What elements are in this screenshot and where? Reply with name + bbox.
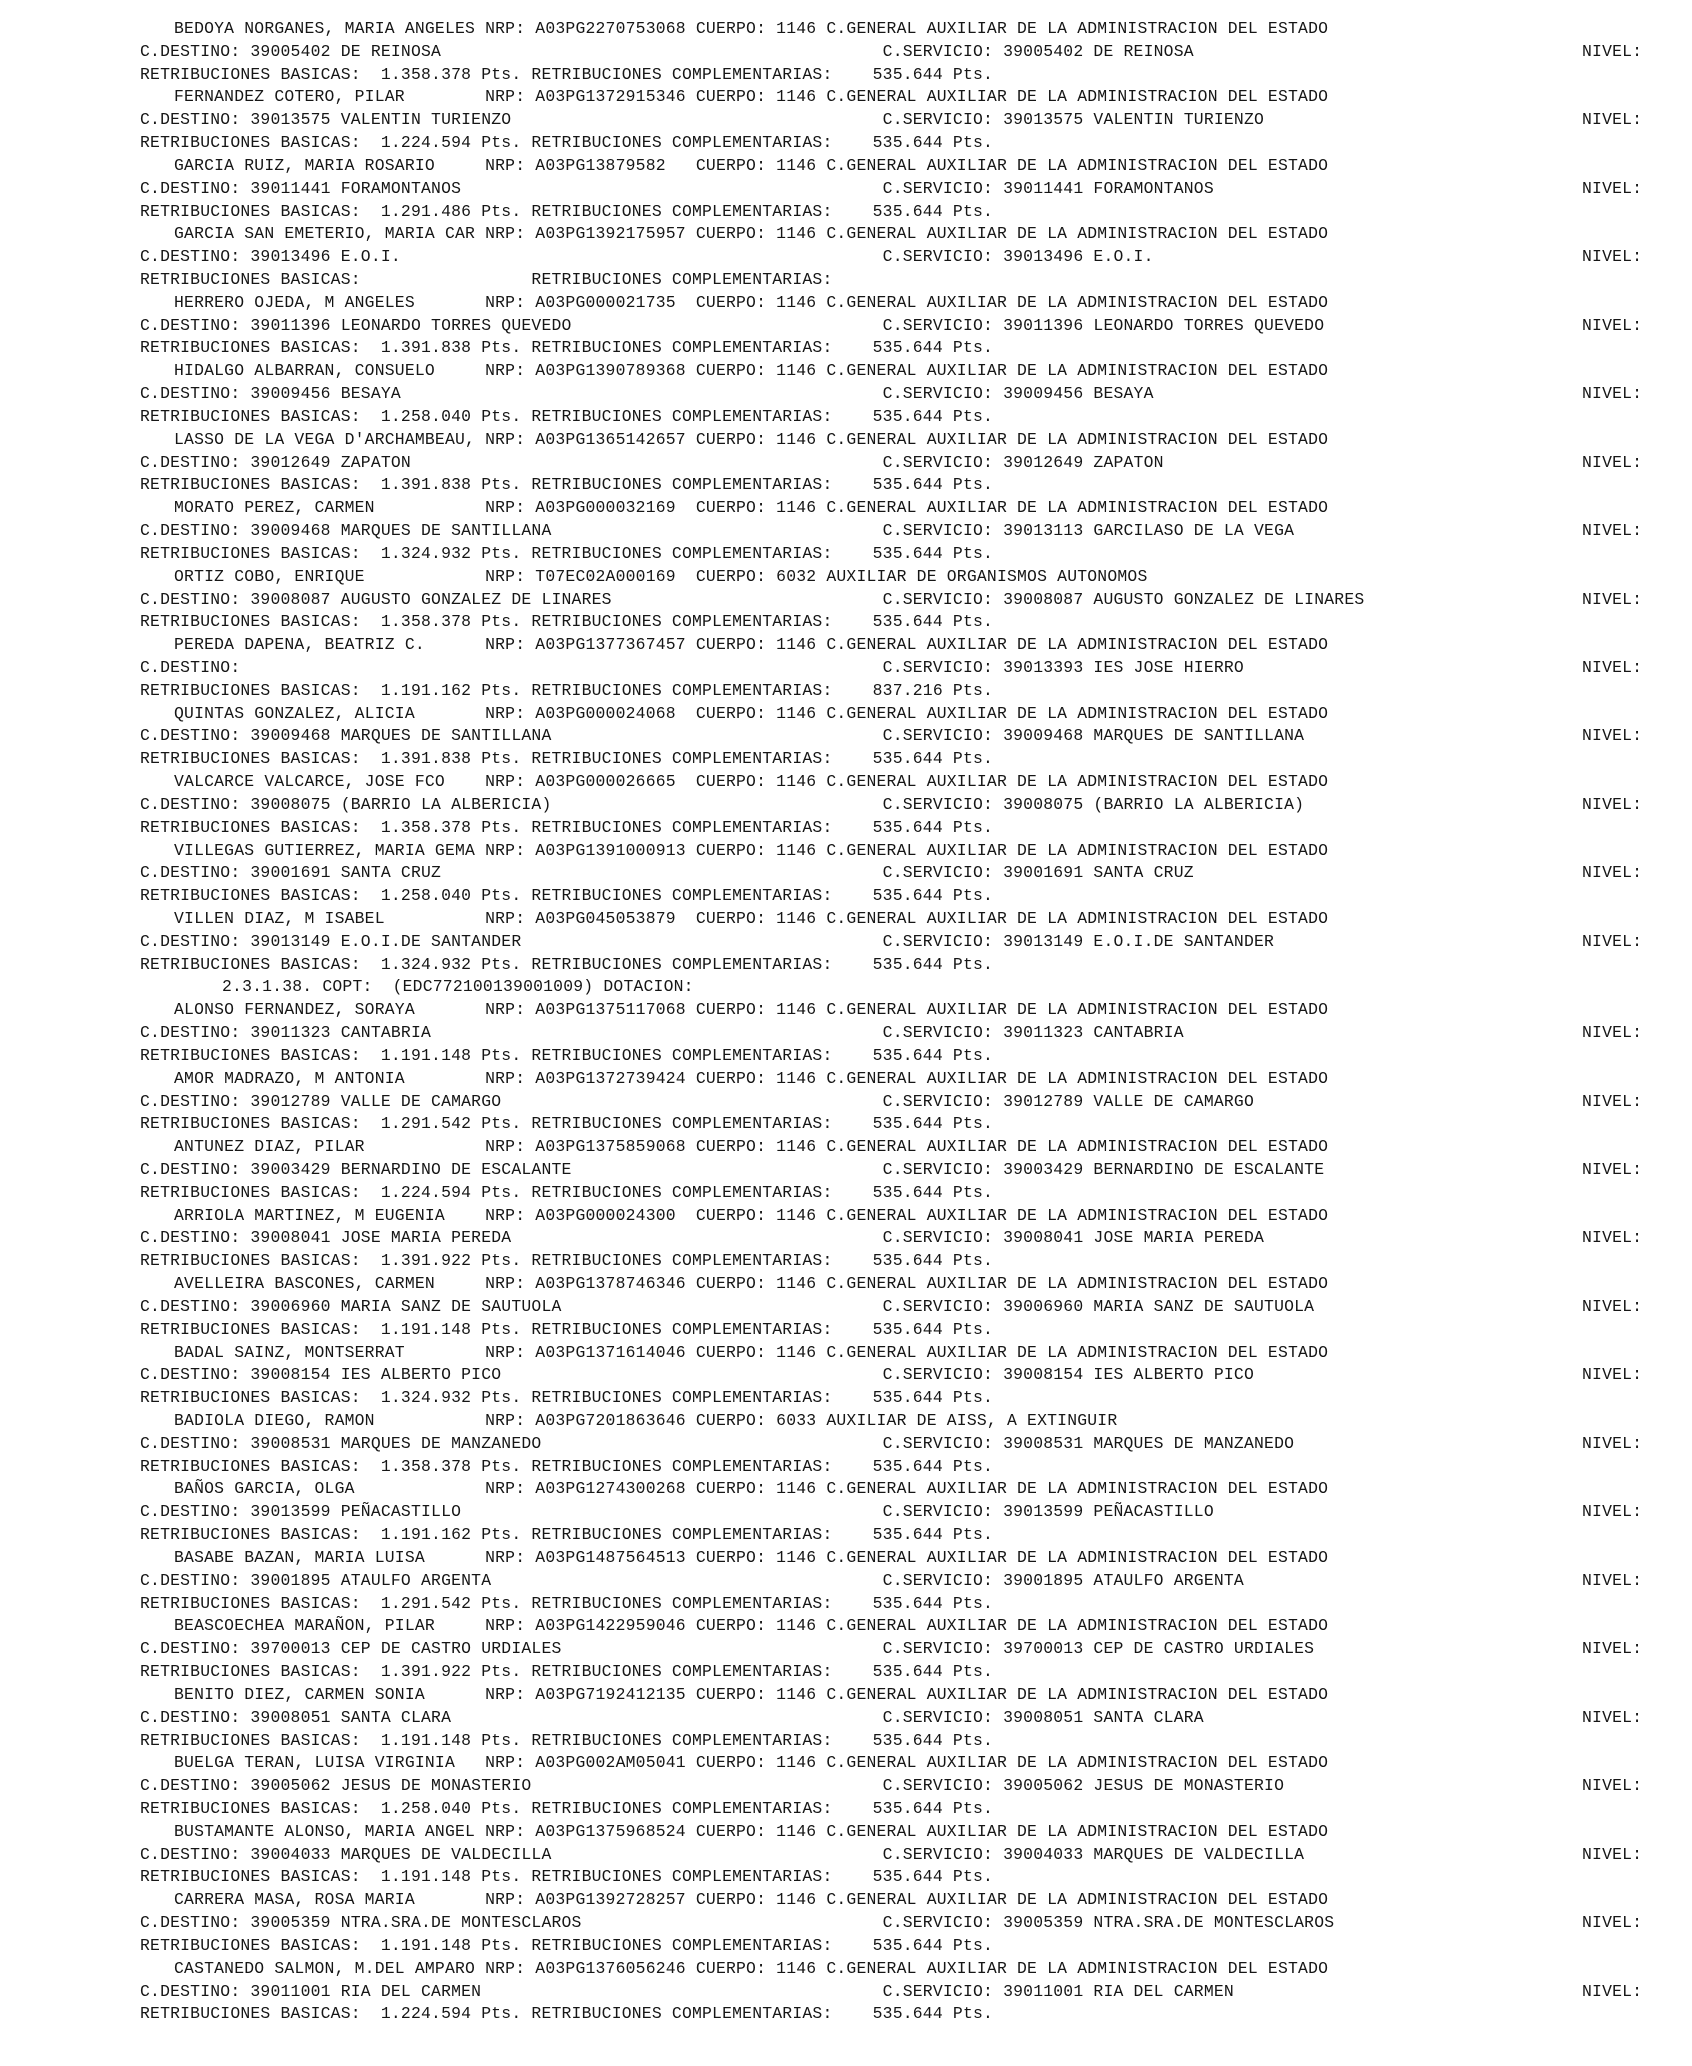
- nivel-label: NIVEL:: [1582, 41, 1643, 61]
- retribuciones-line: RETRIBUCIONES BASICAS: 1.324.932 Pts. RETRIBUCIONES COMPLEMENTARIAS: 535.644 Pts.: [140, 543, 994, 563]
- destino-line: C.DESTINO: 39006960 MARIA SANZ DE SAUTUOLA C.SERVICIO: 39006960 MARIA SANZ DE SAUTUOLA: [140, 1296, 1315, 1316]
- retribuciones-line: RETRIBUCIONES BASICAS: RETRIBUCIONES COMPLEMENTARIAS:: [140, 270, 833, 290]
- retribuciones-line: RETRIBUCIONES BASICAS: 1.224.594 Pts. RETRIBUCIONES COMPLEMENTARIAS: 535.644 Pts.: [140, 1182, 994, 1202]
- destino-line: C.DESTINO: C.SERVICIO: 39013393 IES JOSE HIERRO: [140, 657, 1244, 677]
- nivel-label: NIVEL:: [1582, 1502, 1643, 1522]
- employee-line: ORTIZ COBO, ENRIQUE NRP: T07EC02A000169 CUERPO: 6032 AUXILIAR DE ORGANISMOS AUTONOMOS: [174, 566, 1148, 586]
- nivel-label: NIVEL:: [1582, 1365, 1643, 1385]
- employee-line: AVELLEIRA BASCONES, CARMEN NRP: A03PG1378746346 CUERPO: 1146 C.GENERAL AUXILIAR DE LA ADMINISTRACION DEL ESTADO: [174, 1274, 1329, 1294]
- destino-line: C.DESTINO: 39011396 LEONARDO TORRES QUEVEDO C.SERVICIO: 39011396 LEONARDO TORRES QUEVEDO: [140, 315, 1325, 335]
- destino-line: C.DESTINO: 39011441 FORAMONTANOS C.SERVICIO: 39011441 FORAMONTANOS: [140, 178, 1214, 198]
- nivel-label: NIVEL:: [1582, 521, 1643, 541]
- retribuciones-line: RETRIBUCIONES BASICAS: 1.191.148 Pts. RETRIBUCIONES COMPLEMENTARIAS: 535.644 Pts.: [140, 1935, 994, 1955]
- retribuciones-line: RETRIBUCIONES BASICAS: 1.391.838 Pts. RETRIBUCIONES COMPLEMENTARIAS: 535.644 Pts.: [140, 475, 994, 495]
- nivel-label: NIVEL:: [1582, 1433, 1643, 1453]
- destino-line: C.DESTINO: 39009456 BESAYA C.SERVICIO: 39009456 BESAYA: [140, 384, 1154, 404]
- nivel-label: NIVEL:: [1582, 315, 1643, 335]
- nivel-label: NIVEL:: [1582, 1639, 1643, 1659]
- destino-line: C.DESTINO: 39008154 IES ALBERTO PICO C.SERVICIO: 39008154 IES ALBERTO PICO: [140, 1365, 1254, 1385]
- retribuciones-line: RETRIBUCIONES BASICAS: 1.224.594 Pts. RETRIBUCIONES COMPLEMENTARIAS: 535.644 Pts.: [140, 2004, 994, 2024]
- retribuciones-line: RETRIBUCIONES BASICAS: 1.324.932 Pts. RETRIBUCIONES COMPLEMENTARIAS: 535.644 Pts.: [140, 954, 994, 974]
- nivel-label: NIVEL:: [1582, 384, 1643, 404]
- retribuciones-line: RETRIBUCIONES BASICAS: 1.291.542 Pts. RETRIBUCIONES COMPLEMENTARIAS: 535.644 Pts.: [140, 1114, 994, 1134]
- retribuciones-line: RETRIBUCIONES BASICAS: 1.291.486 Pts. RETRIBUCIONES COMPLEMENTARIAS: 535.644 Pts.: [140, 201, 994, 221]
- destino-line: C.DESTINO: 39001895 ATAULFO ARGENTA C.SERVICIO: 39001895 ATAULFO ARGENTA: [140, 1570, 1244, 1590]
- employee-line: PEREDA DAPENA, BEATRIZ C. NRP: A03PG1377367457 CUERPO: 1146 C.GENERAL AUXILIAR DE LA ADMINISTRACION DEL ESTADO: [174, 635, 1329, 655]
- employee-line: BASABE BAZAN, MARIA LUISA NRP: A03PG1487564513 CUERPO: 1146 C.GENERAL AUXILIAR DE LA ADMINISTRACION DEL ESTADO: [174, 1547, 1329, 1567]
- employee-line: BADAL SAINZ, MONTSERRAT NRP: A03PG1371614046 CUERPO: 1146 C.GENERAL AUXILIAR DE LA ADMINISTRACION DEL ESTADO: [174, 1342, 1329, 1362]
- destino-line: C.DESTINO: 39005062 JESUS DE MONASTERIO C.SERVICIO: 39005062 JESUS DE MONASTERIO: [140, 1776, 1285, 1796]
- nivel-label: NIVEL:: [1582, 247, 1643, 267]
- destino-line: C.DESTINO: 39011323 CANTABRIA C.SERVICIO: 39011323 CANTABRIA: [140, 1023, 1184, 1043]
- destino-line: C.DESTINO: 39008041 JOSE MARIA PEREDA C.SERVICIO: 39008041 JOSE MARIA PEREDA: [140, 1228, 1265, 1248]
- nivel-label: NIVEL:: [1582, 1981, 1643, 2001]
- retribuciones-line: RETRIBUCIONES BASICAS: 1.258.040 Pts. RETRIBUCIONES COMPLEMENTARIAS: 535.644 Pts.: [140, 886, 994, 906]
- employee-line: ALONSO FERNANDEZ, SORAYA NRP: A03PG1375117068 CUERPO: 1146 C.GENERAL AUXILIAR DE LA ADMINISTRACION DEL ESTADO: [174, 1000, 1329, 1020]
- retribuciones-line: RETRIBUCIONES BASICAS: 1.391.922 Pts. RETRIBUCIONES COMPLEMENTARIAS: 535.644 Pts.: [140, 1662, 994, 1682]
- nivel-label: NIVEL:: [1582, 1296, 1643, 1316]
- employee-line: MORATO PEREZ, CARMEN NRP: A03PG000032169 CUERPO: 1146 C.GENERAL AUXILIAR DE LA ADMINISTRACION DEL ESTADO: [174, 498, 1329, 518]
- retribuciones-line: RETRIBUCIONES BASICAS: 1.258.040 Pts. RETRIBUCIONES COMPLEMENTARIAS: 535.644 Pts.: [140, 1798, 994, 1818]
- nivel-label: NIVEL:: [1582, 1023, 1643, 1043]
- nivel-label: NIVEL:: [1582, 726, 1643, 746]
- destino-line: C.DESTINO: 39005359 NTRA.SRA.DE MONTESCLAROS C.SERVICIO: 39005359 NTRA.SRA.DE MONTESCLAROS: [140, 1913, 1335, 1933]
- nivel-label: NIVEL:: [1582, 931, 1643, 951]
- nivel-label: NIVEL:: [1582, 1570, 1643, 1590]
- employee-line: ANTUNEZ DIAZ, PILAR NRP: A03PG1375859068 CUERPO: 1146 C.GENERAL AUXILIAR DE LA ADMINISTRACION DEL ESTADO: [174, 1137, 1329, 1157]
- retribuciones-line: RETRIBUCIONES BASICAS: 1.358.378 Pts. RETRIBUCIONES COMPLEMENTARIAS: 535.644 Pts.: [140, 817, 994, 837]
- employee-line: VILLEGAS GUTIERREZ, MARIA GEMA NRP: A03PG1391000913 CUERPO: 1146 C.GENERAL AUXILIAR DE LA ADMINISTRACION DEL ESTADO: [174, 840, 1329, 860]
- nivel-label: NIVEL:: [1582, 1844, 1643, 1864]
- destino-line: C.DESTINO: 39011001 RIA DEL CARMEN C.SERVICIO: 39011001 RIA DEL CARMEN: [140, 1981, 1234, 2001]
- employee-line: VALCARCE VALCARCE, JOSE FCO NRP: A03PG000026665 CUERPO: 1146 C.GENERAL AUXILIAR DE LA ADMINISTRACION DEL ESTADO: [174, 772, 1329, 792]
- destino-line: C.DESTINO: 39013496 E.O.I. C.SERVICIO: 39013496 E.O.I.: [140, 247, 1154, 267]
- employee-line: LASSO DE LA VEGA D'ARCHAMBEAU, NRP: A03PG1365142657 CUERPO: 1146 C.GENERAL AUXILIAR DE LA ADMINISTRACION DEL ESTADO: [174, 429, 1329, 449]
- employee-line: BAÑOS GARCIA, OLGA NRP: A03PG1274300268 CUERPO: 1146 C.GENERAL AUXILIAR DE LA ADMINISTRACION DEL ESTADO: [174, 1479, 1329, 1499]
- employee-line: BADIOLA DIEGO, RAMON NRP: A03PG7201863646 CUERPO: 6033 AUXILIAR DE AISS, A EXTINGUIR: [174, 1411, 1118, 1431]
- destino-line: C.DESTINO: 39012789 VALLE DE CAMARGO C.SERVICIO: 39012789 VALLE DE CAMARGO: [140, 1091, 1254, 1111]
- nivel-label: NIVEL:: [1582, 863, 1643, 883]
- retribuciones-line: RETRIBUCIONES BASICAS: 1.191.162 Pts. RETRIBUCIONES COMPLEMENTARIAS: 837.216 Pts.: [140, 680, 994, 700]
- retribuciones-line: RETRIBUCIONES BASICAS: 1.191.148 Pts. RETRIBUCIONES COMPLEMENTARIAS: 535.644 Pts.: [140, 1319, 994, 1339]
- destino-line: C.DESTINO: 39008531 MARQUES DE MANZANEDO C.SERVICIO: 39008531 MARQUES DE MANZANEDO: [140, 1433, 1295, 1453]
- destino-line: C.DESTINO: 39008075 (BARRIO LA ALBERICIA) C.SERVICIO: 39008075 (BARRIO LA ALBERICIA): [140, 794, 1305, 814]
- section-heading: 2.3.1.38. COPT: (EDC772100139001009) DOTACION:: [222, 977, 694, 997]
- destino-line: C.DESTINO: 39009468 MARQUES DE SANTILLANA C.SERVICIO: 39009468 MARQUES DE SANTILLANA: [140, 726, 1305, 746]
- destino-line: C.DESTINO: 39012649 ZAPATON C.SERVICIO: 39012649 ZAPATON: [140, 452, 1164, 472]
- employee-line: BEASCOECHEA MARAÑON, PILAR NRP: A03PG1422959046 CUERPO: 1146 C.GENERAL AUXILIAR DE LA ADMINISTRACION DEL ESTADO: [174, 1616, 1329, 1636]
- nivel-label: NIVEL:: [1582, 794, 1643, 814]
- nivel-label: NIVEL:: [1582, 1707, 1643, 1727]
- employee-line: CARRERA MASA, ROSA MARIA NRP: A03PG1392728257 CUERPO: 1146 C.GENERAL AUXILIAR DE LA ADMINISTRACION DEL ESTADO: [174, 1890, 1329, 1910]
- destino-line: C.DESTINO: 39013599 PEÑACASTILLO C.SERVICIO: 39013599 PEÑACASTILLO: [140, 1502, 1214, 1522]
- nivel-label: NIVEL:: [1582, 1776, 1643, 1796]
- employee-line: ARRIOLA MARTINEZ, M EUGENIA NRP: A03PG000024300 CUERPO: 1146 C.GENERAL AUXILIAR DE LA ADMINISTRACION DEL ESTADO: [174, 1205, 1329, 1225]
- employee-line: HERRERO OJEDA, M ANGELES NRP: A03PG000021735 CUERPO: 1146 C.GENERAL AUXILIAR DE LA ADMINISTRACION DEL ESTADO: [174, 292, 1329, 312]
- destino-line: C.DESTINO: 39008051 SANTA CLARA C.SERVICIO: 39008051 SANTA CLARA: [140, 1707, 1204, 1727]
- employee-line: VILLEN DIAZ, M ISABEL NRP: A03PG045053879 CUERPO: 1146 C.GENERAL AUXILIAR DE LA ADMINISTRACION DEL ESTADO: [174, 908, 1329, 928]
- nivel-label: NIVEL:: [1582, 1228, 1643, 1248]
- retribuciones-line: RETRIBUCIONES BASICAS: 1.291.542 Pts. RETRIBUCIONES COMPLEMENTARIAS: 535.644 Pts.: [140, 1593, 994, 1613]
- employee-line: GARCIA SAN EMETERIO, MARIA CAR NRP: A03PG1392175957 CUERPO: 1146 C.GENERAL AUXILIAR DE LA ADMINISTRACION DEL ESTADO: [174, 224, 1329, 244]
- retribuciones-line: RETRIBUCIONES BASICAS: 1.191.148 Pts. RETRIBUCIONES COMPLEMENTARIAS: 535.644 Pts.: [140, 1045, 994, 1065]
- employee-line: CASTANEDO SALMON, M.DEL AMPARO NRP: A03PG1376056246 CUERPO: 1146 C.GENERAL AUXILIAR DE LA ADMINISTRACION DEL ESTADO: [174, 1958, 1329, 1978]
- retribuciones-line: RETRIBUCIONES BASICAS: 1.191.148 Pts. RETRIBUCIONES COMPLEMENTARIAS: 535.644 Pts.: [140, 1867, 994, 1887]
- employee-line: BEDOYA NORGANES, MARIA ANGELES NRP: A03PG2270753068 CUERPO: 1146 C.GENERAL AUXILIAR DE LA ADMINISTRACION DEL ESTADO: [174, 19, 1329, 38]
- retribuciones-line: RETRIBUCIONES BASICAS: 1.391.838 Pts. RETRIBUCIONES COMPLEMENTARIAS: 535.644 Pts.: [140, 338, 994, 358]
- destino-line: C.DESTINO: 39004033 MARQUES DE VALDECILLA C.SERVICIO: 39004033 MARQUES DE VALDECILLA: [140, 1844, 1305, 1864]
- retribuciones-line: RETRIBUCIONES BASICAS: 1.224.594 Pts. RETRIBUCIONES COMPLEMENTARIAS: 535.644 Pts.: [140, 133, 994, 153]
- destino-line: C.DESTINO: 39003429 BERNARDINO DE ESCALANTE C.SERVICIO: 39003429 BERNARDINO DE ESCALANTE: [140, 1160, 1325, 1179]
- retribuciones-line: RETRIBUCIONES BASICAS: 1.358.378 Pts. RETRIBUCIONES COMPLEMENTARIAS: 535.644 Pts.: [140, 1456, 994, 1476]
- employee-line: FERNANDEZ COTERO, PILAR NRP: A03PG1372915346 CUERPO: 1146 C.GENERAL AUXILIAR DE LA ADMINISTRACION DEL ESTADO: [174, 87, 1329, 107]
- nivel-label: NIVEL:: [1582, 1913, 1643, 1933]
- destino-line: C.DESTINO: 39013575 VALENTIN TURIENZO C.SERVICIO: 39013575 VALENTIN TURIENZO: [140, 110, 1265, 130]
- retribuciones-line: RETRIBUCIONES BASICAS: 1.391.922 Pts. RETRIBUCIONES COMPLEMENTARIAS: 535.644 Pts.: [140, 1251, 994, 1271]
- employee-line: BUSTAMANTE ALONSO, MARIA ANGEL NRP: A03PG1375968524 CUERPO: 1146 C.GENERAL AUXILIAR DE LA ADMINISTRACION DEL ESTADO: [174, 1821, 1329, 1841]
- employee-line: BENITO DIEZ, CARMEN SONIA NRP: A03PG7192412135 CUERPO: 1146 C.GENERAL AUXILIAR DE LA ADMINISTRACION DEL ESTADO: [174, 1684, 1329, 1704]
- retribuciones-line: RETRIBUCIONES BASICAS: 1.391.838 Pts. RETRIBUCIONES COMPLEMENTARIAS: 535.644 Pts.: [140, 749, 994, 769]
- retribuciones-line: RETRIBUCIONES BASICAS: 1.324.932 Pts. RETRIBUCIONES COMPLEMENTARIAS: 535.644 Pts.: [140, 1388, 994, 1408]
- employee-line: HIDALGO ALBARRAN, CONSUELO NRP: A03PG1390789368 CUERPO: 1146 C.GENERAL AUXILIAR DE LA ADMINISTRACION DEL ESTADO: [174, 361, 1329, 381]
- destino-line: C.DESTINO: 39008087 AUGUSTO GONZALEZ DE LINARES C.SERVICIO: 39008087 AUGUSTO GONZALEZ DE LINARES: [140, 589, 1365, 609]
- employee-line: GARCIA RUIZ, MARIA ROSARIO NRP: A03PG13879582 CUERPO: 1146 C.GENERAL AUXILIAR DE LA ADMINISTRACION DEL ESTADO: [174, 155, 1329, 175]
- retribuciones-line: RETRIBUCIONES BASICAS: 1.258.040 Pts. RETRIBUCIONES COMPLEMENTARIAS: 535.644 Pts.: [140, 406, 994, 426]
- employee-line: QUINTAS GONZALEZ, ALICIA NRP: A03PG000024068 CUERPO: 1146 C.GENERAL AUXILIAR DE LA ADMINISTRACION DEL ESTADO: [174, 703, 1329, 723]
- destino-line: C.DESTINO: 39001691 SANTA CRUZ C.SERVICIO: 39001691 SANTA CRUZ: [140, 863, 1194, 883]
- nivel-label: NIVEL:: [1582, 589, 1643, 609]
- retribuciones-line: RETRIBUCIONES BASICAS: 1.358.378 Pts. RETRIBUCIONES COMPLEMENTARIAS: 535.644 Pts.: [140, 64, 994, 84]
- employee-line: BUELGA TERAN, LUISA VIRGINIA NRP: A03PG002AM05041 CUERPO: 1146 C.GENERAL AUXILIAR DE LA ADMINISTRACION DEL ESTADO: [174, 1753, 1329, 1773]
- nivel-label: NIVEL:: [1582, 178, 1643, 198]
- nivel-label: NIVEL:: [1582, 110, 1643, 130]
- nivel-label: NIVEL:: [1582, 1091, 1643, 1111]
- destino-line: C.DESTINO: 39013149 E.O.I.DE SANTANDER C.SERVICIO: 39013149 E.O.I.DE SANTANDER: [140, 931, 1275, 951]
- nivel-label: NIVEL:: [1582, 452, 1643, 472]
- nivel-label: NIVEL:: [1582, 1160, 1643, 1179]
- destino-line: C.DESTINO: 39700013 CEP DE CASTRO URDIALES C.SERVICIO: 39700013 CEP DE CASTRO URDIALES: [140, 1639, 1315, 1659]
- retribuciones-line: RETRIBUCIONES BASICAS: 1.191.162 Pts. RETRIBUCIONES COMPLEMENTARIAS: 535.644 Pts.: [140, 1525, 994, 1545]
- retribuciones-line: RETRIBUCIONES BASICAS: 1.191.148 Pts. RETRIBUCIONES COMPLEMENTARIAS: 535.644 Pts.: [140, 1730, 994, 1750]
- nivel-label: NIVEL:: [1582, 657, 1643, 677]
- employee-line: AMOR MADRAZO, M ANTONIA NRP: A03PG1372739424 CUERPO: 1146 C.GENERAL AUXILIAR DE LA ADMINISTRACION DEL ESTADO: [174, 1068, 1329, 1088]
- destino-line: C.DESTINO: 39009468 MARQUES DE SANTILLANA C.SERVICIO: 39013113 GARCILASO DE LA VEGA: [140, 521, 1295, 541]
- retribuciones-line: RETRIBUCIONES BASICAS: 1.358.378 Pts. RETRIBUCIONES COMPLEMENTARIAS: 535.644 Pts.: [140, 612, 994, 632]
- destino-line: C.DESTINO: 39005402 DE REINOSA C.SERVICIO: 39005402 DE REINOSA: [140, 41, 1194, 61]
